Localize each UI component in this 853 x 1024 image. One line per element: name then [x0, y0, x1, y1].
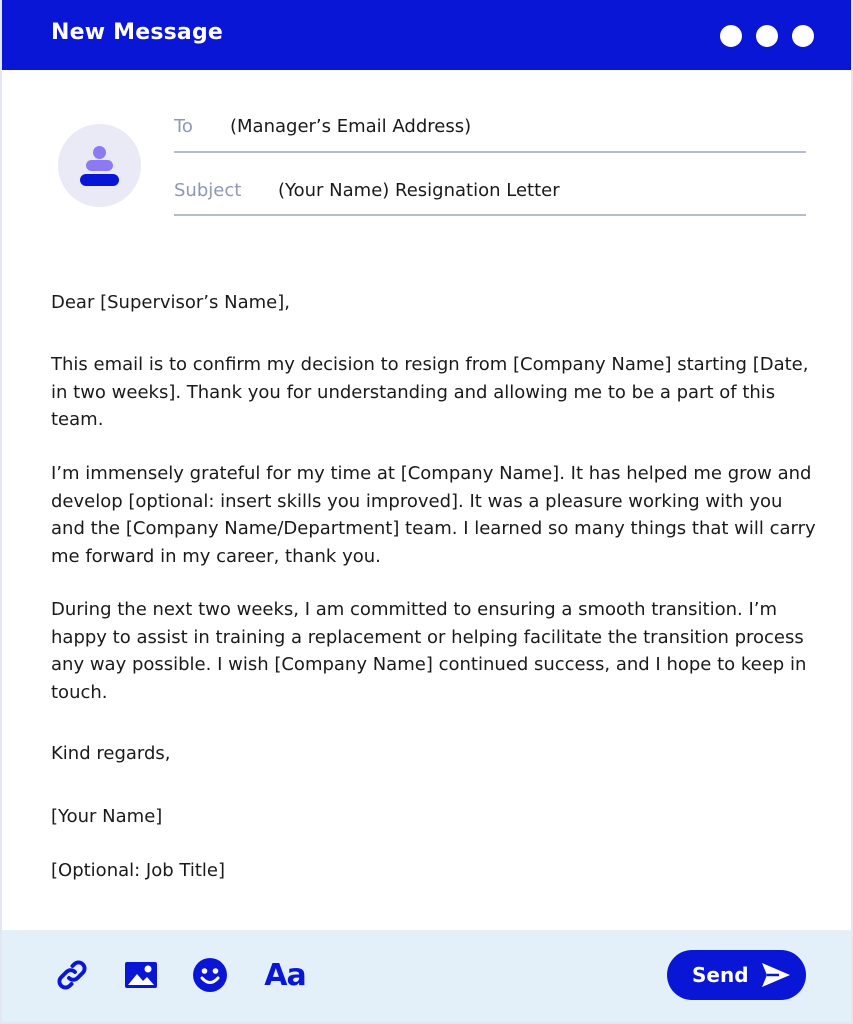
greeting-text: Dear [Supervisor’s Name], [51, 292, 290, 313]
subject-label: Subject [174, 180, 242, 201]
subject-underline [174, 214, 806, 216]
paragraph-2: I’m immensely grateful for my time at [Company Name]. It has helped me grow and develop [optional: insert skills you improved]. It was a pleasure working with you and the [Company Name/Department] team. I learned so many things that will carry me forward in my career, thank you. [51, 463, 816, 567]
avatar-body-shape [86, 160, 113, 171]
signature-name: [Your Name] [51, 806, 163, 827]
avatar-head-shape [93, 146, 106, 159]
signature-job-title: [Optional: Job Title] [51, 860, 225, 881]
to-underline [174, 151, 806, 153]
compose-toolbar [2, 930, 853, 1024]
paragraph-3: During the next two weeks, I am committed to ensuring a smooth transition. I’m happy to assist in training a replacement or helping facilitate the transition process any way possible. I wish [Company Name] continued success, and I hope to keep in touch. [51, 599, 807, 703]
window-control-dot-2[interactable] [756, 25, 778, 47]
send-button[interactable] [667, 950, 806, 1000]
closing-text: Kind regards, [51, 743, 171, 764]
to-label: To [174, 116, 193, 137]
window-title: New Message [51, 20, 224, 45]
avatar-base-shape [80, 174, 119, 186]
subject-field[interactable]: (Your Name) Resignation Letter [278, 180, 560, 201]
emoji-icon[interactable] [190, 955, 230, 995]
image-icon[interactable] [121, 955, 161, 995]
to-field[interactable]: (Manager’s Email Address) [230, 116, 472, 137]
window-control-dot-1[interactable] [720, 25, 742, 47]
avatar [58, 124, 141, 207]
send-arrow-icon [761, 962, 791, 988]
link-icon[interactable] [52, 955, 92, 995]
paragraph-1: This email is to confirm my decision to resign from [Company Name] starting [Date, in two weeks]. Thank you for understanding and allowing me to be a part of this team. [51, 354, 809, 430]
text-format-icon[interactable]: Aa [264, 957, 306, 993]
window-control-dot-3[interactable] [792, 25, 814, 47]
title-bar [2, 0, 853, 70]
send-button-label: Send [692, 963, 749, 987]
